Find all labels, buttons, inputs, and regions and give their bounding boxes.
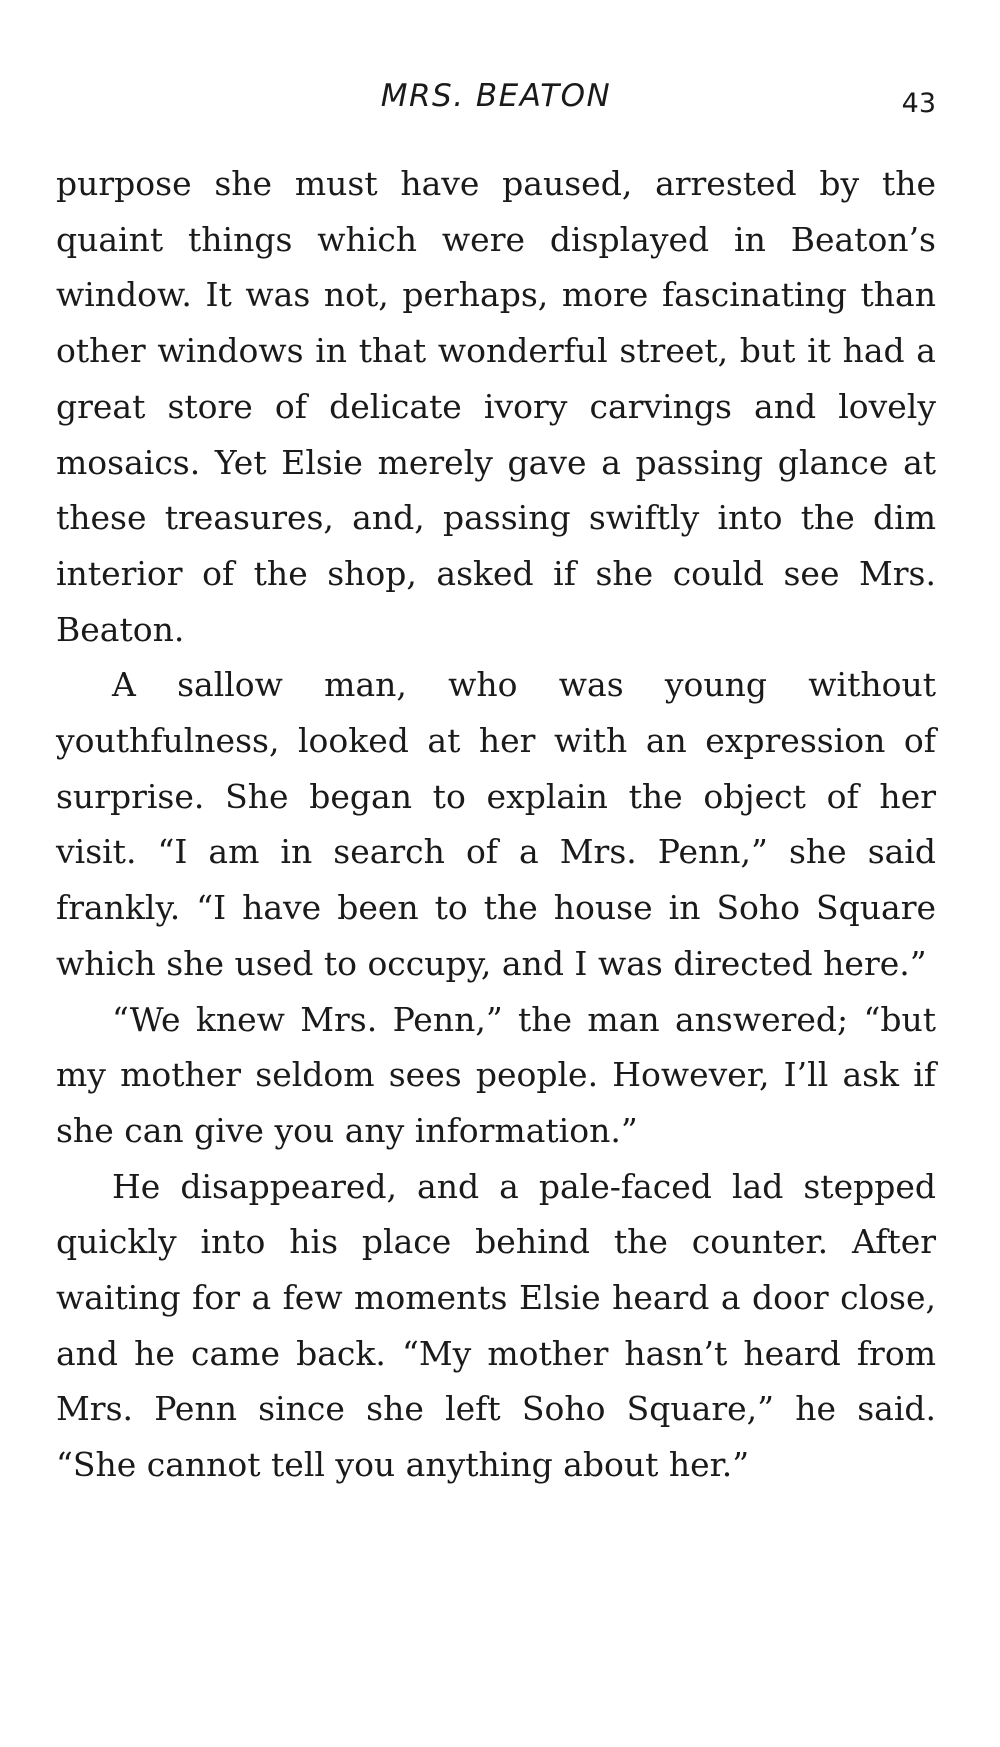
paragraph: He disappeared, and a pale-faced lad stepped quickly into his place behind the counter. After waiting for a few moments Elsie heard a door close, and he came back. “My mother hasn’t heard from Mrs. Penn since she left Soho Square,” he said. “She cannot tell you anything about her.”	[56, 1166, 936, 1485]
running-title: MRS. BEATON	[380, 78, 612, 114]
paragraph: “We knew Mrs. Penn,” the man answered; “but my mother seldom sees people. However, I’ll ask if she can give you any information.”	[56, 999, 936, 1150]
page-number: 43	[901, 88, 936, 119]
paragraph: A sallow man, who was young without youthfulness, looked at her with an expression of surprise. She began to explain the object of her visit. “I am in search of a Mrs. Penn,” she said frankly. “I have been to the house in Soho Square which she used to occupy, and I was directed here.”	[56, 665, 936, 983]
page-header	[56, 78, 936, 128]
paragraph: purpose she must have paused, arrested by the quaint things which were displayed in Beaton’s window. It was not, perhaps, more fascinating than other windows in that wonderful street, but it had a great store of delicate ivory carvings and lovely mosaics. Yet Elsie merely gave a passing glance at these treasures, and, passing swiftly into the dim interior of the shop, asked if she could see Mrs. Beaton.	[56, 164, 936, 649]
body-text	[56, 156, 936, 1493]
